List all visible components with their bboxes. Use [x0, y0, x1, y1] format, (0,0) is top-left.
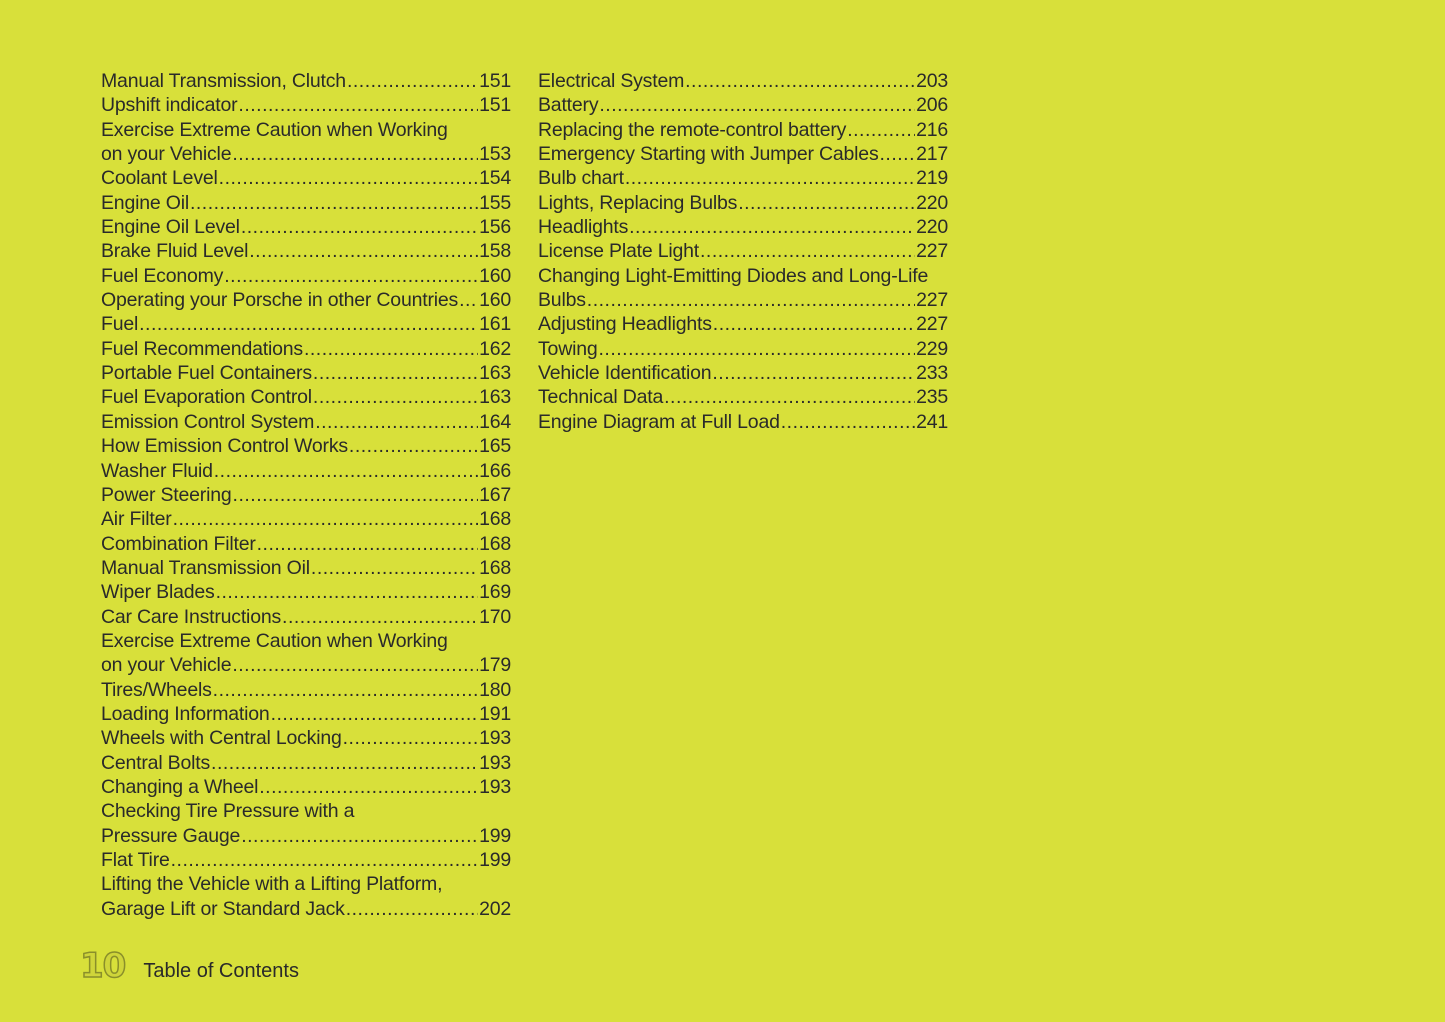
toc-entry-page: 179 — [479, 654, 511, 677]
toc-entry[interactable] — [101, 556, 511, 580]
toc-entry-page: 163 — [479, 386, 511, 409]
toc-entry-title: Loading Information — [101, 702, 270, 725]
toc-entry-title: Combination Filter — [101, 532, 256, 555]
toc-entry-page: 227 — [916, 240, 948, 263]
toc-entry[interactable] — [101, 69, 511, 93]
toc-entry[interactable] — [101, 239, 511, 263]
toc-right-column — [538, 69, 948, 434]
dot-leader — [781, 410, 915, 434]
toc-entry-page: 166 — [479, 459, 511, 482]
dot-leader — [313, 361, 478, 385]
toc-entry[interactable] — [538, 239, 948, 263]
toc-entry-title: How Emission Control Works — [101, 435, 348, 458]
toc-entry[interactable] — [101, 629, 511, 653]
toc-entry[interactable] — [101, 702, 511, 726]
toc-entry[interactable] — [101, 337, 511, 361]
toc-entry-title: Engine Diagram at Full Load — [538, 410, 780, 433]
toc-entry-page: 220 — [916, 216, 948, 239]
toc-entry-page: 199 — [479, 849, 511, 871]
toc-entry[interactable] — [538, 410, 948, 434]
toc-entry-title: Car Care Instructions — [101, 605, 282, 628]
section-title: Table of Contents — [143, 960, 299, 982]
toc-entry-page: 153 — [479, 143, 511, 166]
dot-leader — [315, 410, 478, 434]
toc-entry-page: 160 — [479, 289, 511, 312]
dot-leader — [880, 142, 916, 166]
toc-entry-title: on your Vehicle — [101, 143, 232, 166]
dot-leader — [257, 532, 478, 556]
toc-entry-title: Flat Tire — [101, 849, 170, 871]
toc-entry[interactable] — [101, 483, 511, 507]
toc-entry-page: 168 — [479, 556, 511, 579]
toc-entry-title: Tires/Wheels — [101, 678, 212, 701]
dot-leader — [712, 361, 915, 385]
toc-entry[interactable] — [101, 678, 511, 702]
toc-entry-title: Fuel Economy — [101, 264, 224, 287]
dot-leader — [625, 166, 915, 190]
toc-entry-title: Adjusting Headlights — [538, 313, 712, 336]
toc-entry[interactable] — [538, 385, 948, 409]
toc-entry-title: Exercise Extreme Caution when Working — [101, 629, 448, 652]
toc-entry-page: 229 — [916, 337, 948, 360]
toc-entry-title: Changing a Wheel — [101, 775, 259, 798]
toc-entry-page: 165 — [479, 435, 511, 458]
toc-entry-page: 156 — [479, 216, 511, 239]
toc-entry[interactable] — [538, 93, 948, 117]
dot-leader — [233, 483, 479, 507]
toc-entry[interactable] — [101, 166, 511, 190]
dot-leader — [349, 434, 478, 458]
toc-entry-title: Fuel Recommendations — [101, 337, 303, 360]
dot-leader — [241, 215, 478, 239]
toc-entry[interactable] — [101, 434, 511, 458]
dot-leader — [216, 580, 479, 604]
toc-entry-title: Exercise Extreme Caution when Working — [101, 118, 448, 141]
dot-leader — [232, 142, 478, 166]
dot-leader — [271, 702, 478, 726]
toc-entry-title: Air Filter — [101, 508, 172, 531]
dot-leader — [347, 69, 478, 93]
dot-leader — [664, 385, 915, 409]
toc-entry[interactable] — [538, 312, 948, 336]
toc-entry[interactable] — [538, 69, 948, 93]
toc-entry[interactable] — [101, 361, 511, 385]
dot-leader — [599, 93, 915, 117]
toc-entry[interactable] — [101, 142, 511, 166]
toc-entry[interactable] — [101, 872, 511, 896]
toc-entry-page: 162 — [479, 337, 511, 360]
toc-entry-page: 155 — [479, 191, 511, 214]
toc-entry-page: 168 — [479, 532, 511, 555]
dot-leader — [629, 215, 915, 239]
dot-leader — [346, 897, 478, 921]
toc-entry-title: Changing Light-Emitting Diodes and Long-Life — [538, 264, 929, 287]
toc-entry[interactable] — [101, 532, 511, 556]
toc-entry-page: 191 — [479, 702, 511, 725]
dot-leader — [249, 239, 478, 263]
toc-entry-page: 202 — [479, 897, 511, 920]
toc-entry[interactable] — [101, 385, 511, 409]
toc-entry[interactable] — [538, 337, 948, 361]
dot-leader — [700, 239, 915, 263]
toc-entry[interactable] — [101, 897, 511, 921]
toc-entry-title: Emission Control System — [101, 410, 315, 433]
toc-entry-page: 193 — [479, 751, 511, 774]
toc-entry-title: Wiper Blades — [101, 581, 215, 604]
toc-entry[interactable] — [101, 580, 511, 604]
toc-entry[interactable] — [101, 507, 511, 531]
dot-leader — [213, 678, 478, 702]
toc-entry-title: Brake Fluid Level — [101, 240, 249, 263]
toc-entry-page: 164 — [479, 410, 511, 433]
toc-entry-page: 216 — [916, 118, 948, 141]
toc-entry-page: 180 — [479, 678, 511, 701]
dot-leader — [232, 653, 478, 677]
dot-leader — [304, 337, 478, 361]
toc-entry-title: Upshift indicator — [101, 94, 238, 117]
dot-leader — [282, 605, 478, 629]
page-footer — [80, 946, 299, 986]
toc-entry[interactable] — [101, 824, 511, 848]
toc-entry-page: 203 — [916, 70, 948, 92]
toc-entry-title: Coolant Level — [101, 167, 218, 190]
toc-entry-page: 193 — [479, 727, 511, 750]
toc-entry-title: Lifting the Vehicle with a Lifting Platform, — [101, 873, 443, 896]
toc-entry-title: Headlights — [538, 216, 629, 239]
dot-leader — [173, 507, 478, 531]
toc-entry-title: Replacing the remote-control battery — [538, 118, 847, 141]
toc-entry-page: 160 — [479, 264, 511, 287]
toc-entry[interactable] — [538, 142, 948, 166]
toc-entry-page: 151 — [479, 94, 511, 117]
toc-entry-page: 167 — [479, 483, 511, 506]
toc-entry-title: Fuel — [101, 313, 139, 336]
toc-entry-title: Pressure Gauge — [101, 824, 241, 847]
dot-leader — [219, 166, 478, 190]
toc-entry[interactable] — [101, 726, 511, 750]
toc-entry-page: 151 — [479, 70, 511, 92]
toc-entry[interactable] — [101, 605, 511, 629]
dot-leader — [214, 459, 478, 483]
toc-left-column — [101, 69, 511, 921]
toc-entry-page: 170 — [479, 605, 511, 628]
toc-entry-title: on your Vehicle — [101, 654, 232, 677]
toc-entry-title: Lights, Replacing Bulbs — [538, 191, 738, 214]
toc-entry[interactable] — [101, 410, 511, 434]
toc-entry-title: Bulbs — [538, 289, 586, 312]
dot-leader — [713, 312, 915, 336]
toc-entry[interactable] — [538, 215, 948, 239]
dot-leader — [685, 69, 915, 93]
toc-entry[interactable] — [101, 775, 511, 799]
toc-entry-page: 227 — [916, 289, 948, 312]
toc-entry[interactable] — [101, 751, 511, 775]
dot-leader — [343, 726, 478, 750]
toc-entry[interactable] — [101, 653, 511, 677]
toc-entry-title: Engine Oil — [101, 191, 189, 214]
toc-entry-title: License Plate Light — [538, 240, 699, 263]
dot-leader — [224, 264, 478, 288]
toc-entry[interactable] — [538, 191, 948, 215]
toc-entry-page: 220 — [916, 191, 948, 214]
toc-entry[interactable] — [101, 191, 511, 215]
toc-entry-title: Washer Fluid — [101, 459, 213, 482]
toc-entry-title: Manual Transmission, Clutch — [101, 70, 346, 92]
toc-entry-page: 168 — [479, 508, 511, 531]
toc-entry-title: Towing — [538, 337, 598, 360]
toc-entry[interactable] — [101, 459, 511, 483]
page-number: 10 — [80, 946, 126, 986]
toc-entry-title: Electrical System — [538, 70, 685, 92]
toc-entry[interactable] — [538, 118, 948, 142]
toc-entry-page: 217 — [916, 143, 948, 166]
toc-entry-title: Wheels with Central Locking — [101, 727, 342, 750]
toc-entry-page: 163 — [479, 362, 511, 385]
dot-leader — [599, 337, 916, 361]
toc-entry-page: 154 — [479, 167, 511, 190]
toc-entry-title: Vehicle Identification — [538, 362, 712, 385]
toc-entry-title: Garage Lift or Standard Jack — [101, 897, 345, 920]
toc-entry[interactable] — [101, 288, 511, 312]
toc-entry-page: 193 — [479, 775, 511, 798]
dot-leader — [459, 288, 478, 312]
toc-entry-page: 206 — [916, 94, 948, 117]
toc-entry-page: 169 — [479, 581, 511, 604]
dot-leader — [190, 191, 478, 215]
toc-entry-page: 233 — [916, 362, 948, 385]
toc-entry[interactable] — [101, 264, 511, 288]
toc-entry[interactable] — [101, 93, 511, 117]
dot-leader — [313, 385, 478, 409]
dot-leader — [587, 288, 915, 312]
toc-entry[interactable] — [101, 799, 511, 823]
toc-entry-title: Power Steering — [101, 483, 232, 506]
dot-leader — [139, 312, 478, 336]
toc-entry-title: Portable Fuel Containers — [101, 362, 312, 385]
toc-entry[interactable] — [101, 118, 511, 142]
dot-leader — [259, 775, 478, 799]
toc-entry[interactable] — [538, 361, 948, 385]
toc-entry-title: Central Bolts — [101, 751, 211, 774]
toc-entry-title: Bulb chart — [538, 167, 624, 190]
toc-entry-title: Technical Data — [538, 386, 664, 409]
dot-leader — [738, 191, 915, 215]
dot-leader — [238, 93, 478, 117]
dot-leader — [211, 751, 478, 775]
toc-entry-page: 199 — [479, 824, 511, 847]
dot-leader — [241, 824, 478, 848]
toc-entry[interactable] — [101, 848, 511, 872]
toc-entry-page: 235 — [916, 386, 948, 409]
toc-entry-page: 241 — [916, 410, 948, 433]
dot-leader — [311, 556, 478, 580]
toc-entry-title: Emergency Starting with Jumper Cables — [538, 143, 879, 166]
toc-entry-page: 161 — [479, 313, 511, 336]
toc-entry-title: Battery — [538, 94, 599, 117]
toc-entry-title: Manual Transmission Oil — [101, 556, 310, 579]
toc-entry[interactable] — [538, 166, 948, 190]
toc-entry-page: 158 — [479, 240, 511, 263]
dot-leader — [847, 118, 915, 142]
dot-leader — [171, 848, 478, 872]
toc-entry-title: Fuel Evaporation Control — [101, 386, 312, 409]
toc-entry[interactable] — [101, 215, 511, 239]
toc-entry-title: Operating your Porsche in other Countries — [101, 289, 459, 312]
toc-entry[interactable] — [538, 288, 948, 312]
toc-entry[interactable] — [538, 264, 948, 288]
toc-entry[interactable] — [101, 312, 511, 336]
toc-entry-title: Checking Tire Pressure with a — [101, 800, 355, 823]
toc-entry-page: 219 — [916, 167, 948, 190]
toc-entry-page: 227 — [916, 313, 948, 336]
toc-entry-title: Engine Oil Level — [101, 216, 240, 239]
